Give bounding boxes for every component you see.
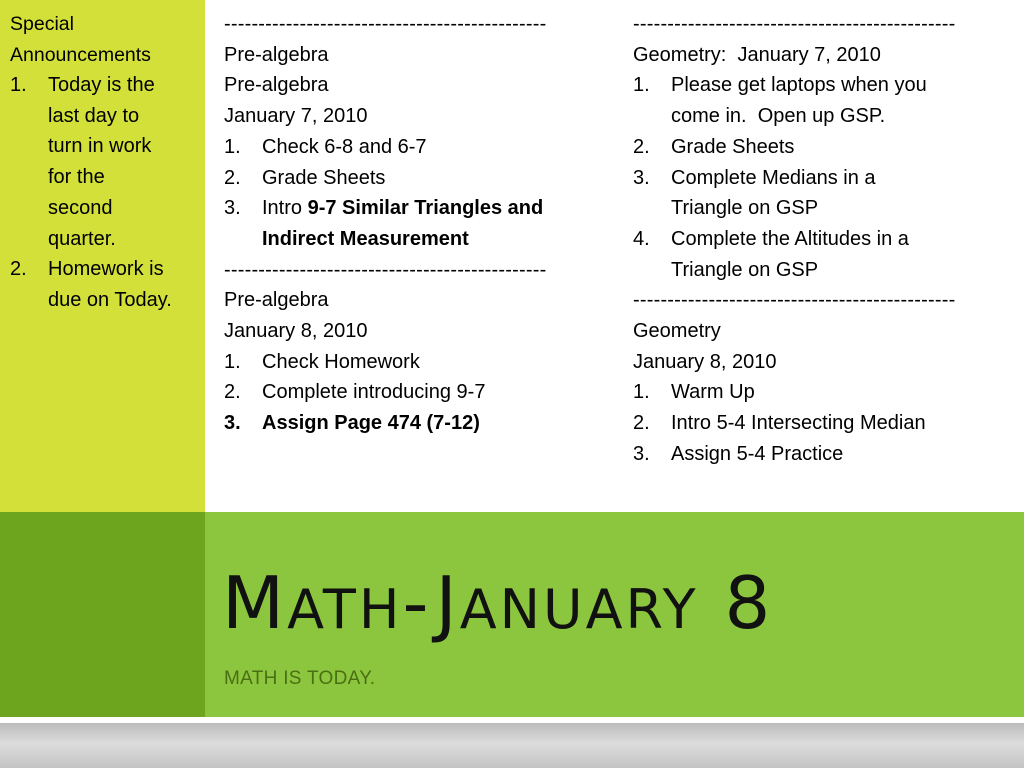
announcement-line: last day to (48, 104, 140, 127)
agenda-text: Triangle on GSP (671, 258, 819, 281)
list-item (633, 132, 1013, 163)
title-part: M (222, 561, 288, 645)
lesson-date: January 7, 2010 (224, 105, 368, 128)
list-item (633, 224, 1013, 285)
announcement-line: Homework is (48, 258, 164, 281)
list-number: 1. (633, 381, 650, 404)
slide-title (222, 558, 773, 655)
footer-gradient (0, 723, 1024, 768)
title-part: - (402, 561, 436, 645)
divider: ----------------------------------------------- (633, 289, 956, 312)
title-band-accent (0, 512, 205, 717)
list-item (633, 163, 1013, 224)
announcement-line: second (48, 196, 113, 219)
course-title-date: Geometry: January 7, 2010 (633, 43, 881, 66)
list-item (10, 70, 205, 254)
list-item (633, 408, 1013, 439)
announcements-list (10, 70, 205, 316)
announcement-line: turn in work (48, 135, 152, 158)
course-title: Geometry (633, 320, 721, 343)
agenda-bold-text: 9-7 Similar Triangles and (307, 197, 544, 220)
title-part: J (435, 561, 460, 645)
lesson-date: January 8, 2010 (224, 320, 368, 343)
agenda-text: Complete the Altitudes in a (671, 227, 909, 250)
agenda-text: Grade Sheets (262, 166, 386, 189)
announcement-line: quarter. (48, 227, 116, 250)
list-number: 4. (633, 227, 650, 250)
list-item (224, 163, 609, 194)
announcement-line: due on Today. (48, 288, 172, 311)
lesson-date: January 8, 2010 (633, 350, 777, 373)
list-number: 2. (10, 258, 27, 281)
list-item (10, 254, 205, 315)
announcements-heading-text: Special Announcements (10, 13, 151, 66)
list-item (224, 408, 609, 439)
list-number: 2. (633, 412, 650, 435)
list-item (633, 377, 1013, 408)
geometry-column (633, 9, 1013, 470)
agenda-text: Check 6-8 and 6-7 (262, 135, 427, 158)
agenda-list (224, 132, 609, 255)
list-number: 1. (224, 135, 241, 158)
list-number: 3. (633, 442, 650, 465)
agenda-list (633, 377, 1013, 469)
title-part: 8 (698, 561, 774, 645)
list-item (224, 193, 609, 254)
agenda-text: Complete Medians in a (671, 166, 876, 189)
agenda-list (633, 70, 1013, 285)
course-title: Pre-algebra (224, 289, 329, 312)
list-item (224, 347, 609, 378)
course-title: Pre-algebra (224, 74, 329, 97)
agenda-text: Triangle on GSP (671, 197, 819, 220)
agenda-bold-text: Assign Page 474 (7-12) (262, 412, 480, 435)
list-number: 3. (224, 197, 241, 220)
agenda-text: Complete introducing 9-7 (262, 381, 486, 404)
list-number: 2. (224, 381, 241, 404)
list-number: 2. (633, 135, 650, 158)
agenda-text: come in. Open up GSP. (671, 105, 886, 128)
agenda-list (224, 347, 609, 439)
announcements-heading (10, 9, 205, 70)
agenda-text: Please get laptops when you (671, 74, 927, 97)
divider: ----------------------------------------------- (224, 13, 547, 35)
slide-subtitle: MATH IS TODAY. (224, 668, 376, 689)
agenda-text: Assign 5-4 Practice (671, 442, 844, 465)
title-part: ATH (287, 578, 403, 641)
agenda-text: Intro 5-4 Intersecting Median (671, 412, 926, 435)
list-number: 1. (10, 74, 27, 96)
announcements-sidebar (0, 0, 205, 512)
list-number: 3. (633, 166, 650, 189)
agenda-text: Warm Up (671, 381, 755, 404)
announcement-line: for the (48, 166, 105, 189)
list-number: 1. (224, 350, 241, 373)
list-item (224, 377, 609, 408)
list-item (633, 70, 1013, 131)
list-number: 2. (224, 166, 241, 189)
agenda-bold-text: Indirect Measurement (262, 227, 469, 250)
divider: ----------------------------------------------- (633, 13, 956, 35)
agenda-text: Intro (262, 197, 308, 220)
agenda-text: Grade Sheets (671, 135, 795, 158)
agenda-text: Check Homework (262, 350, 420, 373)
list-number: 1. (633, 74, 650, 97)
list-item (224, 132, 609, 163)
announcement-line: Today is the (48, 74, 155, 96)
prealgebra-column (224, 9, 609, 439)
title-part: ANUARY (459, 578, 699, 641)
course-title: Pre-algebra (224, 43, 329, 66)
list-item (633, 439, 1013, 470)
divider: ----------------------------------------------- (224, 258, 547, 281)
list-number: 3. (224, 412, 241, 435)
